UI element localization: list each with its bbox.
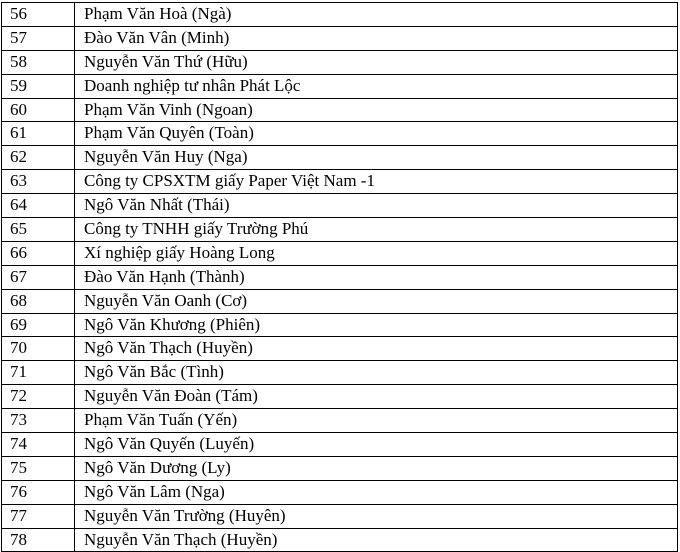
name-cell: Ngô Văn Bắc (Tình) [75,361,678,385]
name-cell: Nguyễn Văn Đoàn (Tám) [75,385,678,409]
table-row [2,385,678,409]
name-cell: Ngô Văn Khương (Phiên) [75,313,678,337]
name-cell: Xí nghiệp giấy Hoàng Long [75,241,678,265]
name-cell: Nguyễn Văn Oanh (Cơ) [75,289,678,313]
name-cell: Ngô Văn Thạch (Huyền) [75,337,678,361]
table-row [2,122,678,146]
row-number-cell: 56 [2,3,75,27]
name-cell: Phạm Văn Quyên (Toàn) [75,122,678,146]
table-body [2,3,678,552]
row-number-cell: 63 [2,170,75,194]
table-row [2,26,678,50]
name-cell: Ngô Văn Nhất (Thái) [75,194,678,218]
name-cell: Nguyễn Văn Thạch (Huyền) [75,528,678,552]
table-row [2,337,678,361]
table-row [2,170,678,194]
row-number-cell: 75 [2,456,75,480]
name-cell: Ngô Văn Lâm (Nga) [75,480,678,504]
row-number-cell: 61 [2,122,75,146]
name-cell: Ngô Văn Quyến (Luyến) [75,433,678,457]
table-row [2,265,678,289]
table-row [2,241,678,265]
name-cell: Đào Văn Hạnh (Thành) [75,265,678,289]
table-row [2,433,678,457]
row-number-cell: 71 [2,361,75,385]
row-number-cell: 72 [2,385,75,409]
table-row [2,218,678,242]
row-number-cell: 66 [2,241,75,265]
table-row [2,456,678,480]
row-number-cell: 62 [2,146,75,170]
table-row [2,98,678,122]
table-row [2,528,678,552]
row-number-cell: 70 [2,337,75,361]
table-row [2,289,678,313]
names-table [1,2,678,552]
name-cell: Công ty CPSXTM giấy Paper Việt Nam -1 [75,170,678,194]
row-number-cell: 64 [2,194,75,218]
row-number-cell: 78 [2,528,75,552]
row-number-cell: 69 [2,313,75,337]
table-row [2,409,678,433]
name-cell: Phạm Văn Tuấn (Yến) [75,409,678,433]
row-number-cell: 67 [2,265,75,289]
table-row [2,504,678,528]
name-cell: Ngô Văn Dương (Ly) [75,456,678,480]
row-number-cell: 68 [2,289,75,313]
name-cell: Đào Văn Vân (Minh) [75,26,678,50]
name-cell: Nguyễn Văn Thứ (Hữu) [75,50,678,74]
row-number-cell: 59 [2,74,75,98]
table-row [2,313,678,337]
name-cell: Phạm Văn Vinh (Ngoan) [75,98,678,122]
row-number-cell: 58 [2,50,75,74]
row-number-cell: 60 [2,98,75,122]
row-number-cell: 57 [2,26,75,50]
table-row [2,146,678,170]
name-cell: Doanh nghiệp tư nhân Phát Lộc [75,74,678,98]
table-row [2,50,678,74]
row-number-cell: 65 [2,218,75,242]
name-cell: Nguyễn Văn Huy (Nga) [75,146,678,170]
name-cell: Phạm Văn Hoà (Ngà) [75,3,678,27]
name-cell: Nguyễn Văn Trường (Huyên) [75,504,678,528]
table-row [2,74,678,98]
row-number-cell: 77 [2,504,75,528]
row-number-cell: 74 [2,433,75,457]
row-number-cell: 76 [2,480,75,504]
table-row [2,480,678,504]
table-row [2,194,678,218]
table-row [2,361,678,385]
name-cell: Công ty TNHH giấy Trường Phú [75,218,678,242]
table-row [2,3,678,27]
row-number-cell: 73 [2,409,75,433]
